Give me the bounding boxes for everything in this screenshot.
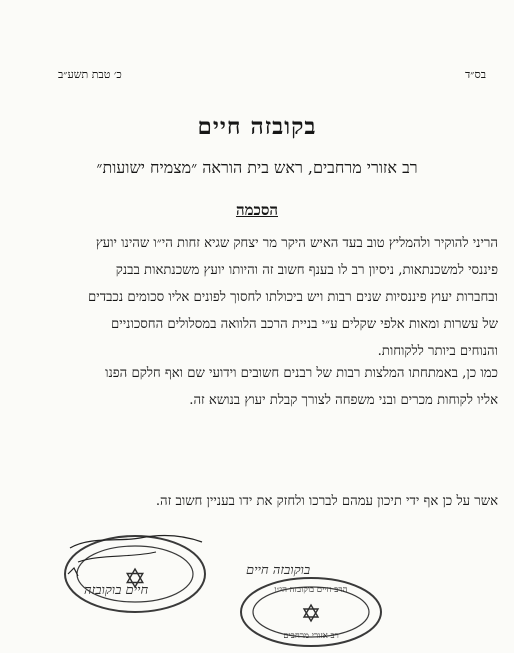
paragraph-line: כמו כן, באמתחתו המלצות רבות של רבנים חשובים וידועי שם ואף חלקם הפנו [105,366,498,381]
recommendation-paragraph [8,230,498,365]
letterhead-name: בקובזה חיים [197,113,317,140]
paragraph-line: והנוחים ביותר ללקוחות. [377,344,498,359]
signature-left: חיים בוקובזה [84,583,149,598]
references-paragraph [8,360,498,414]
paragraph-line: הריני להוקיר ולהמליץ טוב בעד האיש היקר מר יצחק שגיא זחות הי״ו שהינו יועץ [95,236,498,251]
star-of-david-icon [304,605,318,621]
paragraph-line: פיננסי למשכנתאות, ניסיון רב לו בענף חשוב זה והיותו יועץ משכנתאות בבנק [115,263,498,278]
signature-right: בוקובזה חיים [246,563,311,578]
closing-paragraph [8,488,498,515]
rabbi-stamp-left [60,528,210,618]
document-heading: הסכמה [235,201,278,219]
stamp-role: רב אזורי מרחבים [283,631,339,641]
paragraph-line: ובחברות יעוץ פיננסיות שנים רבות ויש ביכולתו לחסוך לפונים אליו סכומים נכבדים [88,290,498,305]
rabbi-stamp-right [236,570,386,650]
paragraph-line: אשר על כן אף ידי תיכון עמהם לברכו ולחזק את ידו בעניין חשוב זה. [155,494,498,509]
letterhead-subtitle: רב אזורי מרחבים, ראש בית הוראה ״מצמיח ישועות״ [96,158,418,177]
stamp-name: הרב חיים בוקובזה הי״ו [274,585,348,595]
letter-date: כ׳ טבת תשע״ב [58,68,122,81]
paragraph-line: של עשרות ומאות אלפי שקלים ע״י בניית הרכב הלוואה במסלולים החסכוניים [111,317,498,332]
bsd-mark: בס״ד [464,68,486,81]
paragraph-line: אליו לקוחות מכרים ובני משפחה לצורך קבלת יעוץ בנושא זה. [189,393,498,408]
